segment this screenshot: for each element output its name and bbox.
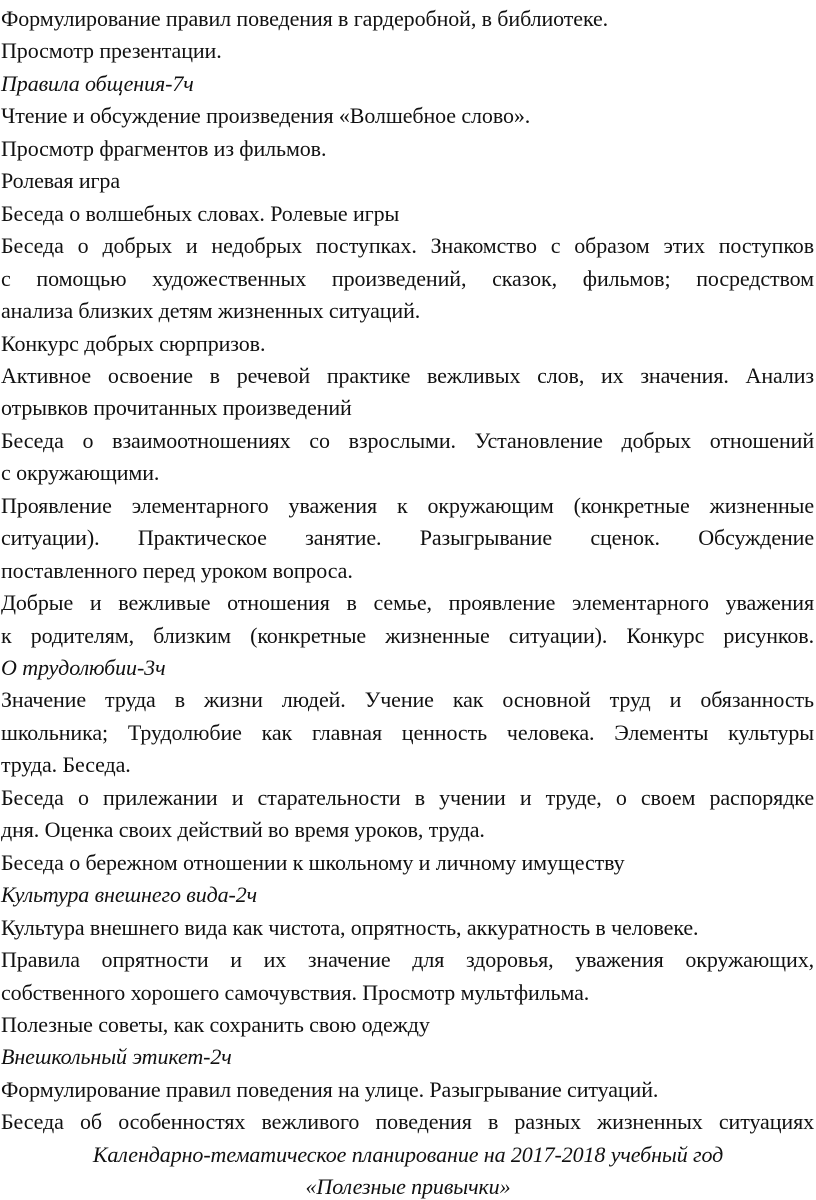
- text-line: к родителям, близким (конкретные жизненные ситуации). Конкурс рисунков.: [1, 622, 814, 648]
- text-line: Беседа о бережном отношении к школьному и личному имуществу: [1, 849, 625, 875]
- section-heading: Культура внешнего вида-2ч: [1, 882, 258, 908]
- text-line: Ролевая игра: [1, 168, 120, 194]
- text-line: труда. Беседа.: [1, 752, 131, 778]
- text-line: Беседа о взаимоотношениях со взрослыми. Установление добрых отношений: [1, 427, 814, 453]
- text-line: анализа близких детям жизненных ситуаций.: [1, 298, 421, 324]
- section-heading: Внешкольный этикет-2ч: [1, 1044, 232, 1070]
- plan-title: Календарно-тематическое планирование на 2017-2018 учебный год: [92, 1141, 724, 1167]
- text-line: Значение труда в жизни людей. Учение как основной труд и обязанность: [1, 687, 814, 713]
- text-line: Полезные советы, как сохранить свою одежду: [1, 1011, 430, 1037]
- text-line: Чтение и обсуждение произведения «Волшебное слово».: [1, 103, 531, 129]
- text-line: с окружающими.: [1, 460, 160, 486]
- text-line: Формулирование правил поведения на улице. Разыгрывание ситуаций.: [1, 1076, 659, 1102]
- text-line: Просмотр презентации.: [1, 38, 222, 64]
- text-line: отрывков прочитанных произведений: [1, 395, 352, 421]
- text-line: Просмотр фрагментов из фильмов.: [1, 135, 327, 161]
- text-line: Культура внешнего вида как чистота, опрятность, аккуратность в человеке.: [1, 914, 699, 940]
- section-heading: О трудолюбии-3ч: [1, 655, 166, 680]
- text-line: Активное освоение в речевой практике вежливых слов, их значения. Анализ: [1, 362, 814, 388]
- text-line: Конкурс добрых сюрпризов.: [1, 330, 266, 356]
- text-line: школьника; Трудолюбие как главная ценность человека. Элементы культуры: [1, 719, 814, 745]
- text-line: Проявление элементарного уважения к окружающим (конкретные жизненные: [1, 492, 814, 518]
- text-line: дня. Оценка своих действий во время уроков, труда.: [1, 817, 485, 843]
- text-line: Беседа об особенностях вежливого поведения в разных жизненных ситуациях: [1, 1109, 814, 1135]
- text-line: Правила опрятности и их значение для здоровья, уважения окружающих,: [1, 947, 814, 973]
- plan-subtitle: «Полезные привычки»: [305, 1174, 511, 1200]
- text-line: ситуации). Практическое занятие. Разыгрывание сценок. Обсуждение: [1, 525, 814, 551]
- text-line: Беседа о волшебных словах. Ролевые игры: [1, 200, 400, 226]
- text-line: собственного хорошего самочувствия. Просмотр мультфильма.: [1, 979, 590, 1005]
- text-line: Формулирование правил поведения в гардеробной, в библиотеке.: [1, 6, 609, 31]
- text-line: поставленного перед уроком вопроса.: [1, 557, 353, 583]
- section-heading: Правила общения-7ч: [1, 70, 194, 96]
- text-line: Добрые и вежливые отношения в семье, проявление элементарного уважения: [1, 590, 814, 616]
- text-line: Беседа о прилежании и старательности в учении и труде, о своем распорядке: [1, 784, 814, 810]
- text-line: с помощью художественных произведений, сказок, фильмов; посредством: [1, 265, 814, 291]
- text-line: Беседа о добрых и недобрых поступках. Знакомство с образом этих поступков: [1, 233, 814, 259]
